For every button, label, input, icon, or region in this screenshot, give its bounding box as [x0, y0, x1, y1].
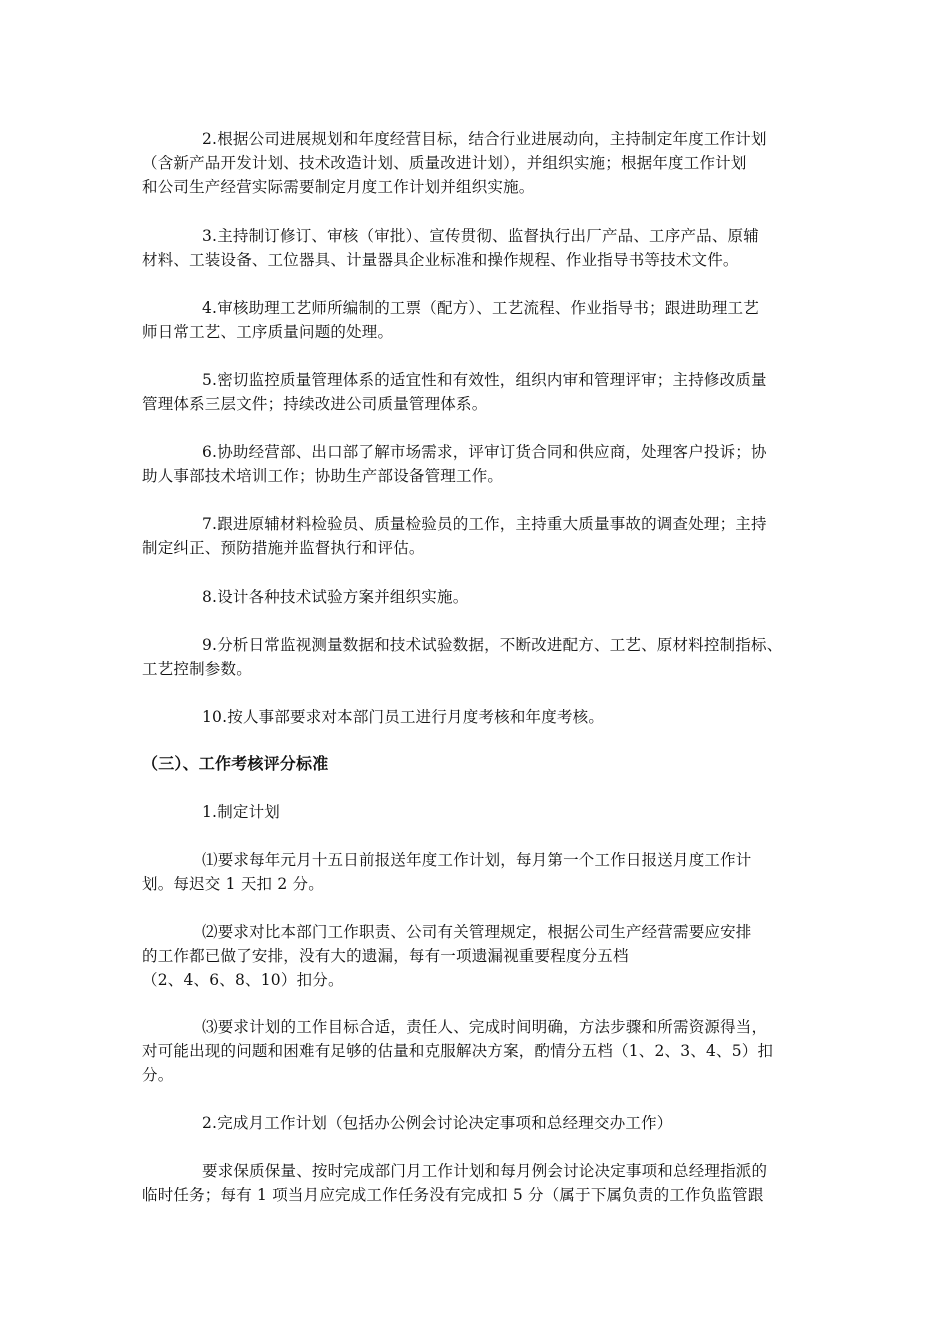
paragraph-line: 2.根据公司进展规划和年度经营目标，结合行业进展动向，主持制定年度工作计划 — [202, 130, 767, 148]
paragraph-line: 的工作都已做了安排，没有大的遗漏，每有一项遗漏视重要程度分五档 — [142, 947, 629, 965]
item-1-sub-1 — [142, 848, 822, 896]
paragraph-line: 10.按人事部要求对本部门员工进行月度考核和年度考核。 — [202, 708, 605, 726]
item-1-title — [142, 800, 822, 824]
paragraph-2 — [142, 127, 822, 199]
item-1-sub-2 — [142, 920, 822, 992]
paragraph-line: 制定纠正、预防措施并监督执行和评估。 — [142, 539, 425, 557]
paragraph-line: 和公司生产经营实际需要制定月度工作计划并组织实施。 — [142, 178, 535, 196]
section-heading — [142, 752, 822, 776]
paragraph-line: 管理体系三层文件；持续改进公司质量管理体系。 — [142, 395, 488, 413]
paragraph-6 — [142, 440, 822, 488]
paragraph-line: 2.完成月工作计划（包括办公例会讨论决定事项和总经理交办工作） — [202, 1114, 673, 1132]
paragraph-line: ⑶要求计划的工作目标合适，责任人、完成时间明确，方法步骤和所需资源得当， — [202, 1018, 768, 1036]
item-2-title — [142, 1111, 822, 1135]
paragraph-4 — [142, 296, 822, 344]
paragraph-line: 3.主持制订修订、审核（审批）、宣传贯彻、监督执行出厂产品、工序产品、原辅 — [202, 227, 759, 245]
paragraph-line: 6.协助经营部、出口部了解市场需求，评审订货合同和供应商，处理客户投诉；协 — [202, 443, 767, 461]
paragraph-line: 对可能出现的问题和困难有足够的估量和克服解决方案，酌情分五档（1、2、3、4、5）扣 — [142, 1042, 774, 1060]
paragraph-9 — [142, 633, 822, 681]
heading-text: （三）、工作考核评分标准 — [142, 754, 329, 773]
paragraph-line: 助人事部技术培训工作；协助生产部设备管理工作。 — [142, 467, 504, 485]
paragraph-line: 1.制定计划 — [202, 803, 280, 821]
paragraph-line: 8.设计各种技术试验方案并组织实施。 — [202, 588, 469, 606]
paragraph-line: 9.分析日常监视测量数据和技术试验数据，不断改进配方、工艺、原材料控制指标、 — [202, 636, 783, 654]
paragraph-8 — [142, 585, 822, 609]
paragraph-line: 工艺控制参数。 — [142, 660, 252, 678]
paragraph-line: （2、4、6、8、10）扣分。 — [142, 971, 344, 989]
item-2-body — [142, 1159, 822, 1207]
paragraph-3 — [142, 224, 822, 272]
paragraph-line: 材料、工装设备、工位器具、计量器具企业标准和操作规程、作业指导书等技术文件。 — [142, 251, 739, 269]
paragraph-line: 4.审核助理工艺师所编制的工票（配方）、工艺流程、作业指导书；跟进助理工艺 — [202, 299, 759, 317]
paragraph-line: （含新产品开发计划、技术改造计划、质量改进计划），并组织实施；根据年度工作计划 — [142, 154, 747, 172]
paragraph-line: 划。每迟交 1 天扣 2 分。 — [142, 875, 324, 893]
paragraph-7 — [142, 512, 822, 560]
paragraph-line: 分。 — [142, 1066, 174, 1084]
paragraph-line: ⑴要求每年元月十五日前报送年度工作计划，每月第一个工作日报送月度工作计 — [202, 851, 752, 869]
paragraph-line: 7.跟进原辅材料检验员、质量检验员的工作，主持重大质量事故的调查处理；主持 — [202, 515, 767, 533]
paragraph-line: 师日常工艺、工序质量问题的处理。 — [142, 323, 394, 341]
paragraph-line: 要求保质保量、按时完成部门月工作计划和每月例会讨论决定事项和总经理指派的 — [202, 1162, 768, 1180]
item-1-sub-3 — [142, 1015, 822, 1087]
paragraph-line: ⑵要求对比本部门工作职责、公司有关管理规定，根据公司生产经营需要应安排 — [202, 923, 752, 941]
paragraph-5 — [142, 368, 822, 416]
paragraph-line: 临时任务；每有 1 项当月应完成工作任务没有完成扣 5 分（属于下属负责的工作负监管跟 — [142, 1186, 764, 1204]
paragraph-10 — [142, 705, 822, 729]
paragraph-line: 5.密切监控质量管理体系的适宜性和有效性，组织内审和管理评审；主持修改质量 — [202, 371, 767, 389]
